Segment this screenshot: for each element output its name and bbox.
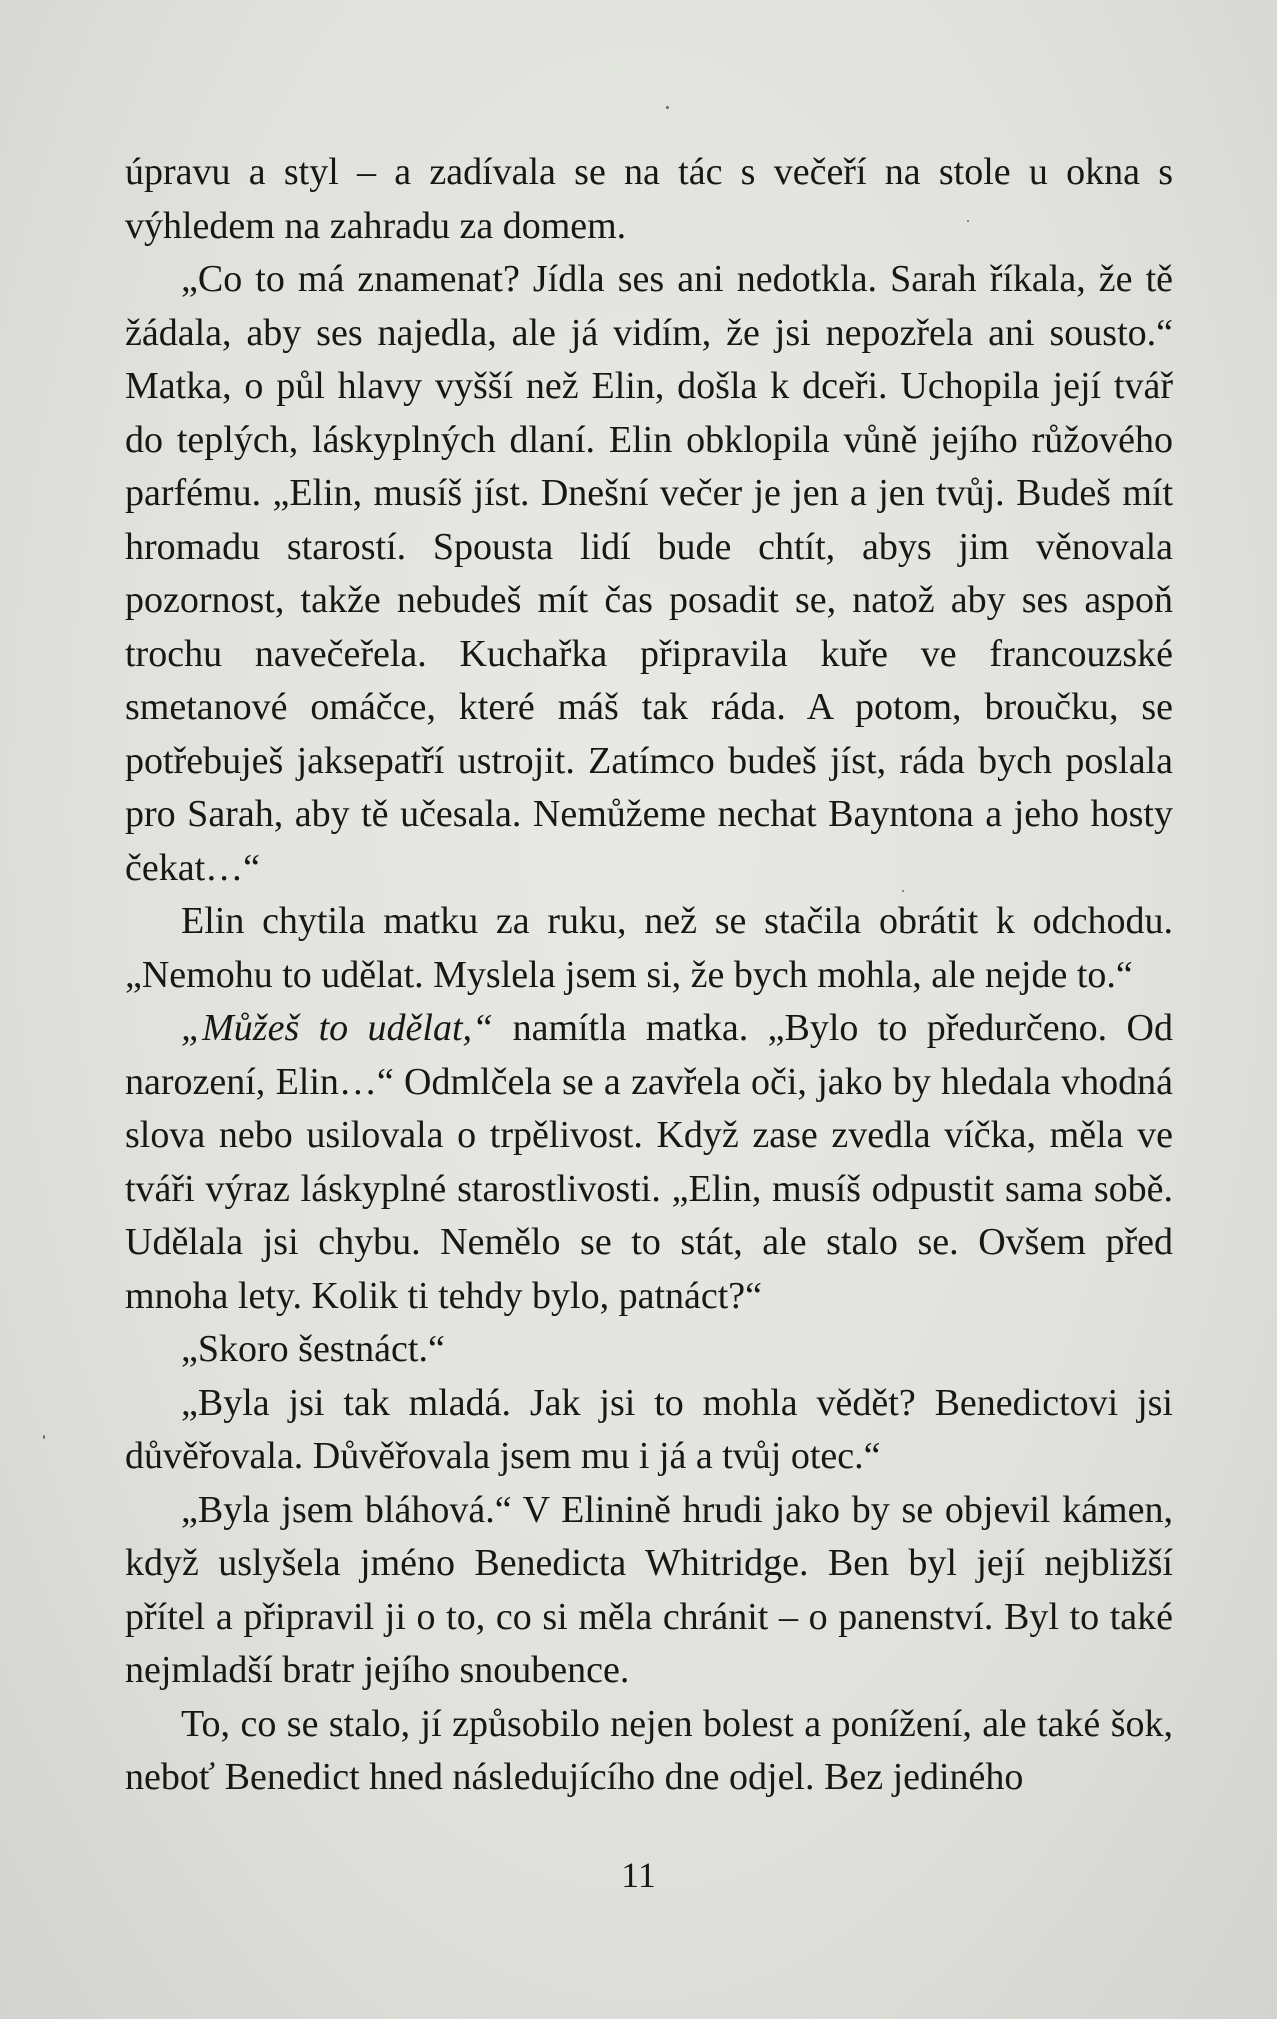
paragraph — [125, 1002, 1173, 1323]
paragraph: Elin chytila matku za ruku, než se stačila obrátit k odchodu. „Nemohu to udělat. Myslela jsem si, že bych mohla, ale nejde to.“ — [125, 900, 1173, 996]
paragraph: „Byla jsi tak mladá. Jak jsi to mohla vědět? Benedictovi jsi důvěřovala. Důvěřovala jsem mu i já a tvůj otec.“ — [125, 1381, 1173, 1477]
paragraph: „Byla jsem bláhová.“ V Elinině hrudi jako by se objevil kámen, když uslyšela jméno Benedicta Whitridge. Ben byl její nejbližší přítel a připravil ji o to, co si měla chránit – o panenství. Byl to také nejmladší bratr jejího snoubence. — [125, 1488, 1173, 1691]
paragraph: „Skoro šestnáct.“ — [181, 1328, 445, 1370]
dust-speck — [43, 1435, 45, 1439]
body-text — [125, 146, 1173, 1805]
dust-speck — [666, 106, 669, 109]
paragraph: úpravu a styl – a zadívala se na tác s večeří na stole u okna s výhledem na zahradu za domem. — [125, 151, 1173, 247]
paragraph: To, co se stalo, jí způsobilo nejen bolest a ponížení, ale také šok, neboť Benedict hned následujícího dne odjel. Bez jediného — [125, 1702, 1173, 1798]
paragraph-continuation: namítla matka. „Bylo to předurčeno. Od narození, Elin…“ Odmlčela se a zavřela oči, jako by hledala vhodná slova nebo usilovala o trpělivost. Když zase zvedla víčka, měla ve tváři výraz láskyplné starostlivosti. „Elin, musíš odpustit sama sobě. Udělala jsi chybu. Nemělo se to stát, ale stalo se. Ovšem před mnoha lety. Kolik ti tehdy bylo, patnáct?“ — [125, 1007, 1173, 1317]
italic-quote: „Můžeš to udělat,“ — [181, 1007, 494, 1049]
page-number: 11 — [621, 1855, 656, 1895]
paragraph: „Co to má znamenat? Jídla ses ani nedotkla. Sarah říkala, že tě žádala, aby ses najedla, ale já vidím, že jsi nepozřela ani sousto.“ Matka, o půl hlavy vyšší než Elin, došla k dceři. Uchopila její tvář do teplých, láskyplných dlaní. Elin obklopila vůně jejího růžového parfému. „Elin, musíš jíst. Dnešní večer je jen a jen tvůj. Budeš mít hromadu starostí. Spousta lidí bude chtít, abys jim věnovala pozornost, takže nebudeš mít čas posadit se, natož aby ses aspoň trochu navečeřela. Kuchařka připravila kuře ve francouzské smetanové omáčce, které máš tak ráda. A potom, broučku, se potřebuješ jaksepatří ustrojit. Zatímco budeš jíst, ráda bych poslala pro Sarah, aby tě učesala. Nemůžeme nechat Bayntona a jeho hosty čekat…“ — [125, 258, 1173, 889]
